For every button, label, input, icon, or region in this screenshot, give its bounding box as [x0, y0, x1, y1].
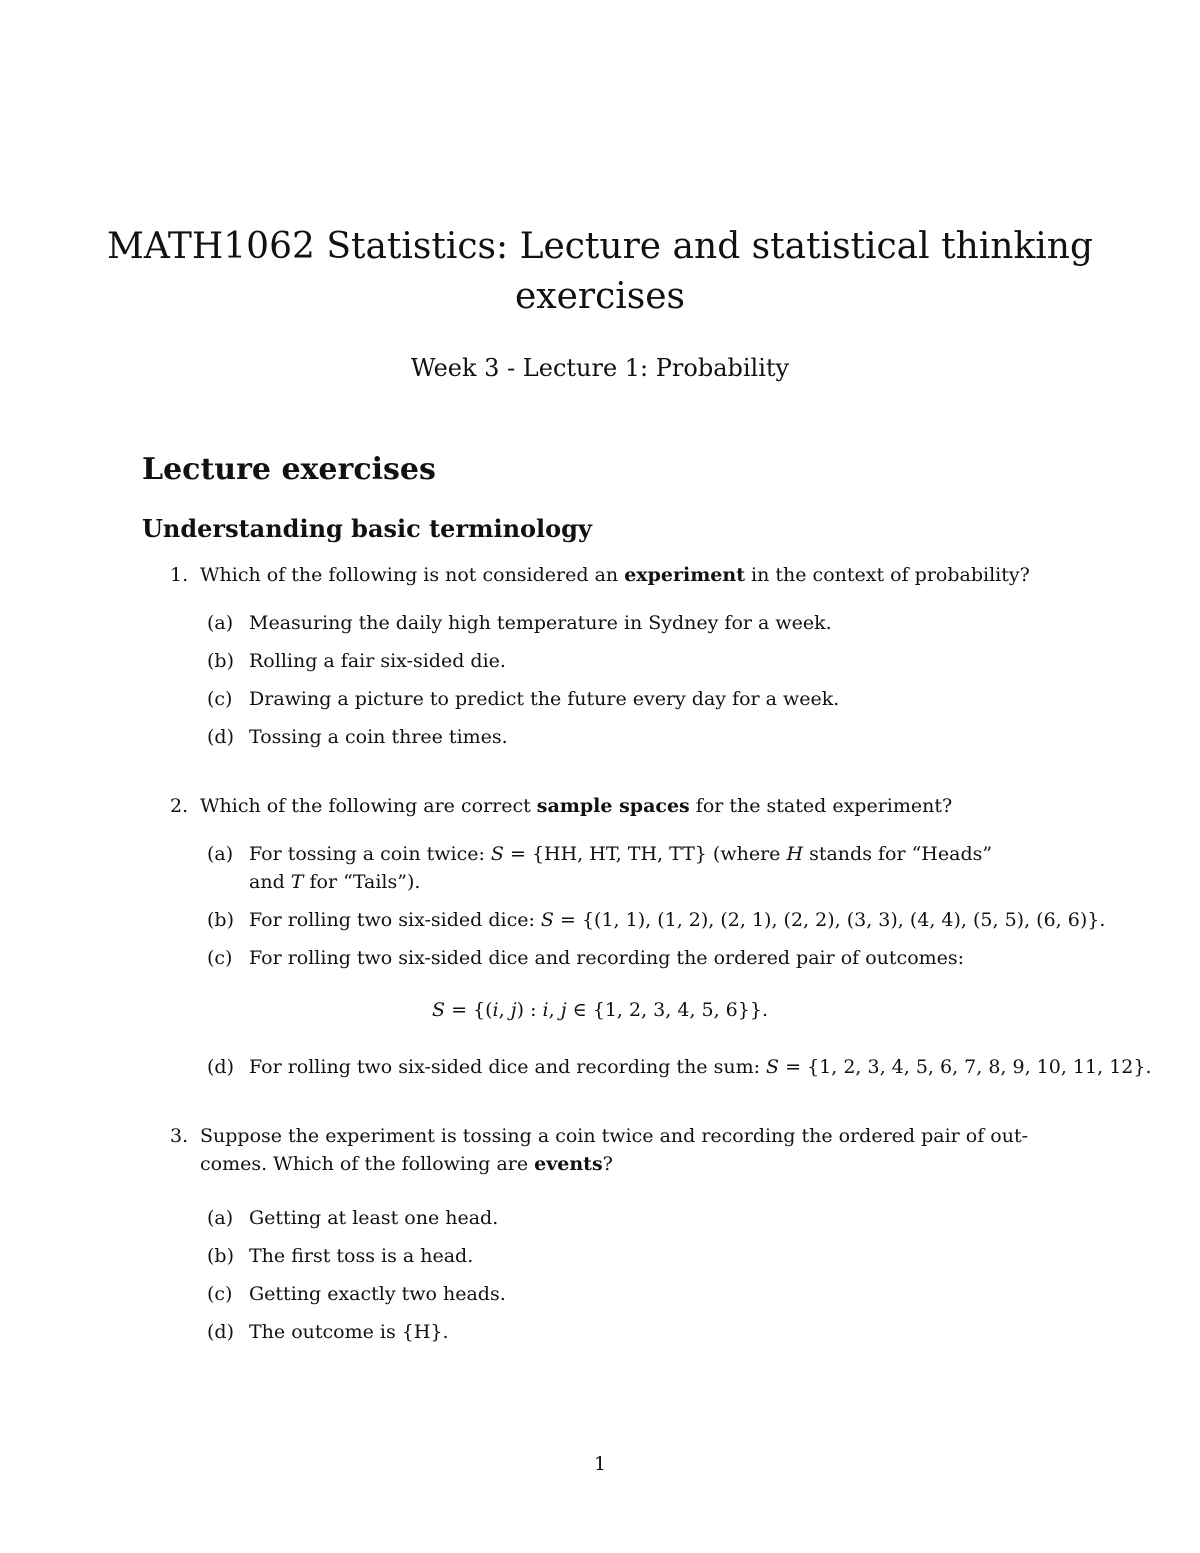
question-1: [170, 564, 1030, 586]
option-text: Rolling a fair six-sided die.: [249, 650, 506, 672]
option-2a-continued: [249, 871, 420, 893]
question-3: [170, 1125, 1028, 1147]
option-label: (d): [207, 1321, 234, 1343]
math-expression: ,: [548, 999, 555, 1021]
option-3a: [207, 1207, 498, 1229]
math-variable: S: [490, 843, 504, 865]
option-label: (a): [207, 843, 234, 865]
math-variable: T: [290, 871, 304, 893]
section-heading: Lecture exercises: [142, 452, 436, 487]
question-number: 1.: [170, 564, 189, 586]
option-3d: [207, 1321, 449, 1343]
keyword: sample spaces: [536, 795, 690, 817]
option-text: For rolling two six-sided dice and recording the sum:: [249, 1056, 760, 1078]
option-label: (d): [207, 726, 234, 748]
math-expression: = {1, 2, 3, 4, 5, 6, 7, 8, 9, 10, 11, 12}.: [785, 1056, 1152, 1078]
question-text: Suppose the experiment is tossing a coin twice and recording the ordered pair of out-: [200, 1125, 1029, 1147]
option-label: (b): [207, 1245, 234, 1267]
option-text: The outcome is {H}.: [249, 1321, 449, 1343]
question-text: comes. Which of the following are: [200, 1153, 529, 1175]
math-variable: H: [786, 843, 804, 865]
option-text: Tossing a coin three times.: [249, 726, 508, 748]
question-3-continued: [200, 1153, 613, 1175]
question-text: ?: [602, 1153, 613, 1175]
option-label: (c): [207, 1283, 233, 1305]
option-1b: [207, 650, 506, 672]
question-text: in the context of probability?: [751, 564, 1030, 586]
math-variable: S: [540, 909, 554, 931]
document-subtitle: Week 3 - Lecture 1: Probability: [410, 354, 790, 382]
option-text: Getting at least one head.: [249, 1207, 499, 1229]
option-label: (c): [207, 947, 233, 969]
math-expression: = {(: [451, 999, 493, 1021]
question-number: 2.: [170, 795, 189, 817]
page-number: 1: [593, 1453, 607, 1475]
option-2a: [207, 843, 992, 865]
option-2d: [207, 1056, 1152, 1078]
option-2b: [207, 909, 1105, 931]
math-expression: = {(1, 1), (1, 2), (2, 1), (2, 2), (3, 3), (4, 4), (5, 5), (6, 6)}.: [560, 909, 1106, 931]
option-text: stands for “Heads”: [809, 843, 993, 865]
option-text: The first toss is a head.: [249, 1245, 474, 1267]
math-expression: ) :: [516, 999, 537, 1021]
option-text: Measuring the daily high temperature in Sydney for a week.: [249, 612, 832, 634]
option-text: For tossing a coin twice:: [249, 843, 485, 865]
option-label: (a): [207, 612, 234, 634]
option-label: (a): [207, 1207, 234, 1229]
option-3c: [207, 1283, 506, 1305]
option-text: For rolling two six-sided dice and recording the ordered pair of outcomes:: [249, 947, 965, 969]
option-text: For rolling two six-sided dice:: [249, 909, 535, 931]
math-expression: = {HH, HT, TH, TT} (where: [509, 843, 781, 865]
question-text: Which of the following are correct: [200, 795, 531, 817]
option-text: for “Tails”).: [309, 871, 421, 893]
option-3b: [207, 1245, 473, 1267]
question-text: for the stated experiment?: [695, 795, 953, 817]
subsection-heading: Understanding basic terminology: [142, 514, 592, 543]
math-variable: i: [492, 999, 499, 1021]
math-variable: S: [432, 999, 446, 1021]
option-1a: [207, 612, 832, 634]
display-equation: [0, 999, 1200, 1021]
math-variable: S: [766, 1056, 780, 1078]
math-expression: ,: [498, 999, 505, 1021]
option-1d: [207, 726, 508, 748]
document-title-line-1: MATH1062 Statistics: Lecture and statistical thinking: [106, 226, 1094, 267]
math-variable: j: [560, 999, 567, 1021]
option-2c: [207, 947, 964, 969]
option-label: (b): [207, 650, 234, 672]
option-text: Drawing a picture to predict the future every day for a week.: [249, 688, 840, 710]
document-title-line-2: exercises: [514, 276, 686, 317]
option-label: (d): [207, 1056, 234, 1078]
question-text: Which of the following is not considered an: [200, 564, 619, 586]
option-text: and: [249, 871, 285, 893]
option-text: Getting exactly two heads.: [249, 1283, 506, 1305]
keyword: experiment: [624, 564, 745, 586]
keyword: events: [534, 1153, 603, 1175]
question-2: [170, 795, 952, 817]
option-label: (b): [207, 909, 234, 931]
math-variable: i: [542, 999, 549, 1021]
option-1c: [207, 688, 839, 710]
question-number: 3.: [170, 1125, 189, 1147]
math-expression: ∈ {1, 2, 3, 4, 5, 6}}.: [572, 999, 768, 1021]
math-variable: j: [510, 999, 517, 1021]
option-label: (c): [207, 688, 233, 710]
